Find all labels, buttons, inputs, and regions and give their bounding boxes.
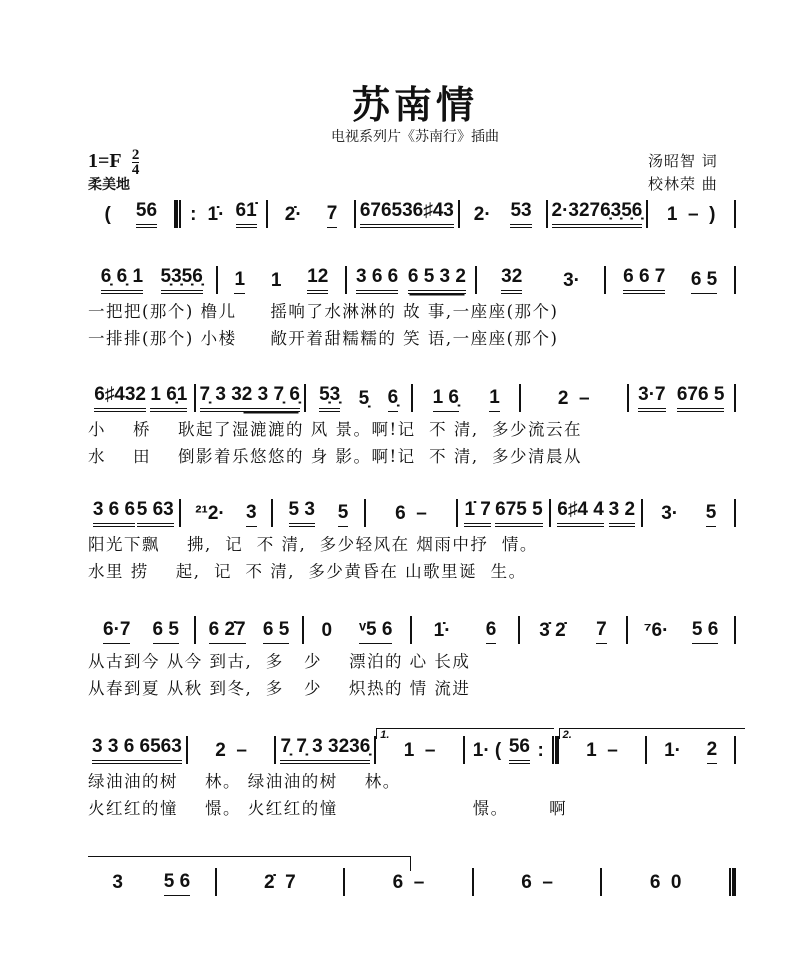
barline-single: [734, 616, 736, 644]
note-group: 61̇: [236, 200, 257, 228]
measure: [548, 200, 647, 228]
note-group: 7: [327, 203, 338, 228]
volta-label: 2.: [562, 729, 572, 741]
note-group: 53: [510, 200, 531, 228]
measure: [306, 384, 412, 412]
note-group: 6 –: [395, 503, 427, 524]
note-group: 2̇·: [284, 204, 302, 225]
barline-single: [734, 736, 736, 764]
composer-credit: 校林荣 曲: [648, 175, 718, 193]
note-group: 3: [246, 502, 257, 527]
measure: [460, 200, 546, 228]
note-group: ᵛ5 6: [359, 619, 392, 644]
notation-line: [88, 497, 736, 527]
barline-single: [734, 266, 736, 294]
note-group: 3: [112, 872, 123, 893]
lyric-verse-2: 一排排(那个) 小楼 敞开着甜糯糯的 笑 语,一座座(那个): [88, 329, 559, 348]
notation-line: [88, 614, 736, 644]
note-group: 1: [489, 387, 500, 412]
measure: [88, 384, 194, 412]
note-group: 5 6: [692, 619, 718, 644]
barline-single: [734, 200, 736, 228]
note-group: 5 6: [164, 871, 190, 896]
time-numerator: 2: [131, 147, 140, 163]
measure: [268, 203, 354, 228]
time-denominator: 4: [131, 162, 140, 178]
measure: [648, 204, 734, 228]
note-group: 7̣ 7̣ 3 3: [280, 736, 338, 764]
note-group: 3̇ 2̇: [539, 620, 566, 641]
note-group: 1: [234, 269, 245, 294]
lyric-verse-1: 从古到今 从今 到古, 多 少 漂泊的 心 长成: [88, 652, 471, 671]
note-group: 1̇·: [433, 620, 451, 641]
note-group: ²¹2·: [195, 503, 225, 524]
measure: [88, 871, 215, 896]
measure: [218, 266, 346, 294]
note-group: :: [537, 740, 544, 761]
note-group: 3·: [661, 503, 679, 524]
measure: [88, 736, 186, 764]
note-group: 2̇ 7: [264, 872, 296, 893]
measure: [88, 619, 194, 644]
note-group: 32: [501, 266, 522, 294]
measure: [356, 200, 458, 228]
music-system: [88, 729, 736, 822]
notation-line: [88, 729, 736, 764]
lyric-verse-2: 从春到夏 从秋 到冬, 多 少 炽热的 情 流进: [88, 679, 471, 698]
note-group: 675 5: [495, 499, 543, 527]
measure: [413, 387, 519, 412]
note-group: 0: [321, 620, 333, 641]
measure: [628, 619, 734, 644]
song-title: 苏南情: [351, 82, 478, 127]
note-group: 1· (: [472, 740, 502, 761]
note-group: 2 –: [557, 388, 590, 409]
note-group: 2 –: [215, 740, 247, 761]
music-system: [88, 382, 736, 470]
note-group: 5: [706, 502, 717, 527]
tempo-marking: 柔美地: [88, 177, 130, 193]
note-group: 236̣: [339, 736, 371, 764]
note-group: 1 –: [403, 740, 436, 761]
note-group: 5̣: [358, 388, 370, 409]
note-group: 3 6 6: [356, 266, 398, 294]
note-group: 1 – ): [666, 204, 716, 225]
note-group: 5: [338, 502, 349, 527]
measure: [412, 619, 518, 644]
note-group: 1 6̣: [433, 387, 459, 412]
measure: [477, 266, 605, 294]
notation-line: [88, 198, 736, 228]
note-group: 1 6̣1: [150, 384, 187, 412]
note-group: 56: [136, 200, 157, 228]
lyricist-credit: 汤昭智 词: [648, 152, 718, 170]
measure: [520, 619, 626, 644]
note-group: 5̣3̣5̣6̣: [161, 266, 203, 294]
note-group: 2: [707, 739, 718, 764]
note-group: 3 2: [609, 499, 635, 527]
measure: [88, 266, 216, 294]
measure: [606, 266, 734, 294]
note-group: 6 –: [392, 872, 425, 893]
barline-final: [729, 868, 736, 896]
measure: [88, 499, 179, 527]
note-group: 6♯432: [94, 384, 146, 412]
volta-label: 1.: [380, 729, 390, 741]
measure: [196, 619, 302, 644]
measure: [366, 503, 457, 527]
measure: [345, 872, 472, 896]
note-group: 36♯43: [402, 200, 454, 228]
note-group: 3 6 6: [93, 499, 135, 527]
notation-line: [88, 264, 736, 294]
music-system: [88, 614, 736, 702]
note-group: 6 5 3 2: [408, 266, 466, 294]
note-group: 1: [270, 270, 282, 291]
key-signature: [88, 148, 139, 177]
measure: [521, 388, 627, 412]
note-group: 3·7: [638, 384, 665, 412]
note-group: 1·: [664, 740, 682, 761]
measure: [347, 266, 475, 294]
measure: [273, 499, 364, 527]
notation-line: [88, 382, 736, 412]
volta-bracket: [559, 728, 745, 739]
music-system: [88, 264, 736, 352]
note-group: 3·: [563, 270, 580, 291]
note-group: 12: [307, 266, 328, 294]
note-group: 5̣3̣: [319, 384, 340, 412]
note-group: 6 5: [691, 269, 717, 294]
note-group: 56: [509, 736, 530, 764]
note-group: 3 3 6 6: [92, 736, 150, 764]
note-group: 5 63: [137, 499, 174, 527]
note-group: 2·327: [552, 200, 601, 228]
note-group: 6̣ 6̣ 1: [101, 266, 143, 294]
measure: [559, 729, 646, 764]
note-group: 2 3 7̣ 6̣: [242, 384, 300, 412]
measure: [276, 736, 374, 764]
note-group: 1̇·: [207, 204, 225, 225]
note-group: (: [104, 204, 111, 225]
lyric-verse-1: 绿油油的树 林。 绿油油的树 林。: [88, 772, 401, 791]
note-group: 6 6 7: [623, 266, 665, 294]
note-group: :: [190, 204, 197, 225]
measure: [181, 502, 272, 527]
lyric-verse-2: 火红红的憧 憬。 火红红的憧 憬。 啊: [88, 799, 568, 818]
note-group: 6 –: [521, 872, 553, 893]
note-group: 6̣: [388, 387, 399, 412]
note-group: ⁷6·: [643, 620, 669, 641]
note-group: 6·7: [103, 619, 130, 644]
music-system: [88, 497, 736, 585]
note-group: 676 5: [677, 384, 725, 412]
measure: [643, 502, 734, 527]
note-group: 6 5: [263, 619, 289, 644]
barline-repeat-start: [174, 200, 181, 228]
lyric-verse-2: 水 田 倒影着乐悠悠的 身 影。啊!记 不 清, 多少清晨从: [88, 447, 583, 466]
measure: [458, 499, 549, 527]
note-group: 6: [486, 619, 497, 644]
note-group: 6♯4 4: [557, 499, 603, 527]
measure: [647, 739, 734, 764]
note-group: 1̇ 7: [464, 499, 490, 527]
measure: [188, 740, 275, 764]
note-group: 7: [596, 619, 607, 644]
note-group: 2·: [473, 204, 491, 225]
measure: [217, 872, 344, 896]
measure: [376, 729, 463, 764]
measure: [304, 619, 410, 644]
measure: [465, 736, 552, 764]
measure: [196, 384, 304, 412]
note-group: 6765: [360, 200, 402, 228]
barline-single: [734, 499, 736, 527]
lyric-verse-1: 小 桥 耿起了湿漉漉的 风 景。啊!记 不 清, 多少流云在: [88, 420, 583, 439]
music-system: [88, 198, 736, 228]
lyric-verse-1: 阳光下飘 拂, 记 不 清, 多少轻风在 烟雨中抒 情。: [88, 535, 538, 554]
note-group: 563: [150, 736, 182, 764]
measure: [551, 499, 642, 527]
ending-bracket: [88, 856, 411, 871]
note-group: 7̣ 3 3: [200, 384, 242, 412]
measure: [602, 872, 729, 896]
note-group: 6 5: [153, 619, 179, 644]
note-group: 6̣3̣5̣6̣: [600, 200, 642, 228]
time-signature: [132, 148, 140, 177]
song-subtitle: 电视系列片《苏南行》插曲: [331, 129, 499, 145]
lyric-verse-2: 水里 捞 起, 记 不 清, 多少黄昏在 山歌里诞 生。: [88, 562, 527, 581]
measure: [88, 200, 174, 228]
note-group: 6 0: [649, 872, 682, 893]
measure: [629, 384, 735, 412]
barline-single: [734, 384, 736, 412]
note-group: 1 –: [586, 740, 618, 761]
measure: [181, 200, 267, 228]
key: 1=F: [88, 150, 121, 173]
note-group: 6 2̇7: [209, 619, 246, 644]
lyric-verse-1: 一把把(那个) 橹儿 摇响了水淋淋的 故 事,一座座(那个): [88, 302, 559, 321]
measure: [474, 872, 601, 896]
note-group: 5 3: [289, 499, 315, 527]
barline-repeat-end: [552, 736, 559, 764]
